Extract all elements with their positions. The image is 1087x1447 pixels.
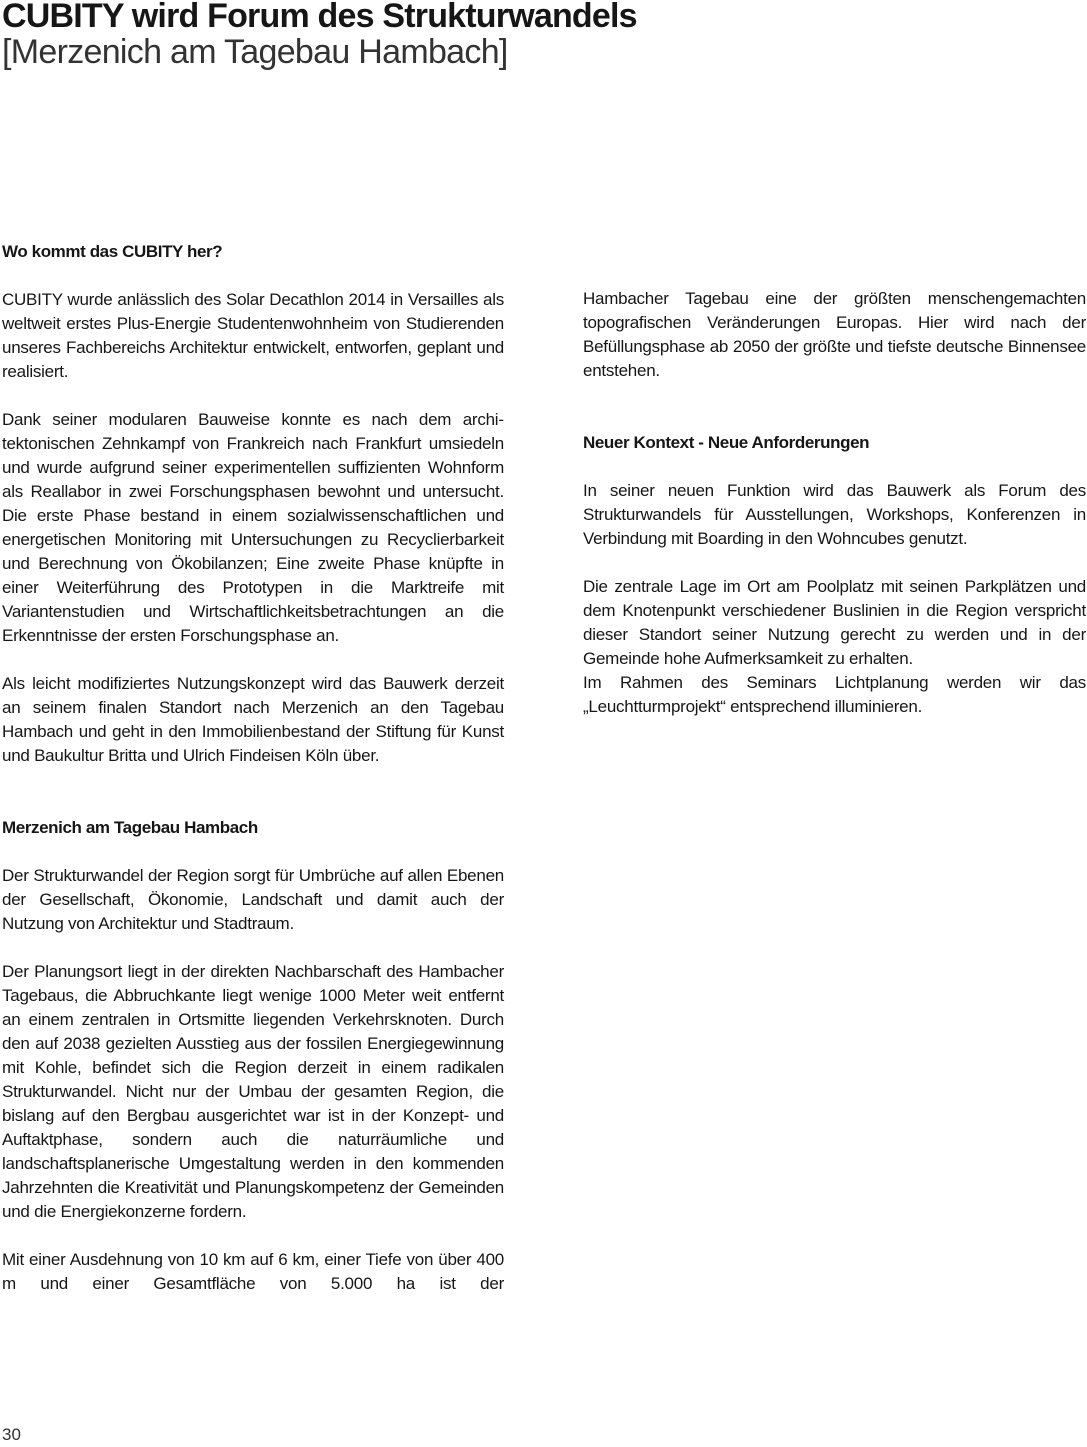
- section-heading-new-context: Neuer Kontext - Neue Anforderungen: [583, 433, 870, 452]
- paragraph-central-location: Die zentrale Lage im Ort am Poolplatz mit seinen Parkplätzen und dem Knotenpunkt verschiedener Buslinien in die Region verspricht dieser Standort seiner Nutzung gerecht zu werden und in der Gemeinde hohe Aufmerksamkeit zu erhalten.: [583, 577, 1086, 668]
- paragraph-lighting-seminar: Im Rahmen des Seminars Lichtplanung werden wir das „Leuchtturmprojekt“ entsprechend illuminieren.: [583, 673, 1086, 716]
- paragraph-origin-intro: CUBITY wurde anlässlich des Solar Decathlon 2014 in Versailles als weltweit erstes Plus-Energie Studentenwohnheim von Studierenden unseres Fachbereichs Architektur entwickelt, entworfen, geplant und realisiert.: [2, 290, 504, 381]
- page-title: CUBITY wird Forum des Strukturwandels: [2, 0, 637, 35]
- paragraph-structural-change: Der Strukturwandel der Region sorgt für Umbrüche auf allen Ebenen der Gesellschaft, Ökonomie, Landschaft und damit auch der Nutzung von Architektur und Stadtraum.: [2, 866, 504, 933]
- paragraph-research-phases: Dank seiner modularen Bauweise konnte es nach dem architektonischen Zehnkampf von Frankreich nach Frankfurt umsiedeln und wurde aufgrund seiner experimentellen suffizienten Wohnform als Reallabor in zwei Forschungsphasen bewohnt und untersucht. Die erste Phase bestand in einem sozialwissenschaftlichen und energetischen Monitoring mit Untersuchungen zu Recyclierbarkeit und Berechnung von Ökobilanzen; Eine zweite Phase knüpfte in einer Weiterführung des Prototypen in die Marktreife mit Variantenstudien und Wirtschaftlichkeitsbetrachtungen an die Erkenntnisse der ersten Forschungsphase an.: [2, 410, 504, 645]
- paragraph-new-location: Als leicht modifiziertes Nutzungskonzept wird das Bauwerk derzeit an seinem finalen Standort nach Merzenich an den Tagebau Hambach und geht in den Immobilienbestand der Stiftung für Kunst und Baukultur Britta und Ulrich Findeisen Köln über.: [2, 674, 504, 765]
- paragraph-mine-dimensions: Mit einer Ausdehnung von 10 km auf 6 km, einer Tiefe von über 400 m und einer Gesamtfläche von 5.000 ha ist der: [2, 1250, 504, 1293]
- paragraph-new-function: In seiner neuen Funktion wird das Bauwerk als Forum des Strukturwandels für Ausstellungen, Workshops, Konferenzen in Verbindung mit Boarding in den Wohncubes genutzt.: [583, 481, 1086, 548]
- paragraph-mine-lake: Hambacher Tagebau eine der größten menschengemachten topografischen Veränderungen Europas. Hier wird nach der Befüllungsphase ab 2050 der größte und tiefste deutsche Binnensee entstehen.: [583, 289, 1086, 380]
- paragraph-planning-site: Der Planungsort liegt in der direkten Nachbarschaft des Hambacher Tagebaus, die Abbruchkante liegt wenige 1000 Meter weit entfernt an einem zentralen in Ortsmitte liegenden Verkehrsknoten. Durch den auf 2038 gezielten Ausstieg aus der fossilen Energiegewinnung mit Kohle, befindet sich die Region derzeit in einem radikalen Strukturwandel. Nicht nur der Umbau der gesamten Region, die bislang auf den Bergbau ausgerichtet war ist in der Konzept- und Auftaktphase, sondern auch die naturräumliche und landschaftsplanerische Umgestaltung werden in den kommenden Jahrzehnten die Kreativität und Planungskompetenz der Gemeinden und die Energiekonzerne fordern.: [2, 962, 504, 1221]
- left-column: [2, 240, 504, 1296]
- page-subtitle: [Merzenich am Tagebau Hambach]: [2, 33, 508, 71]
- page-number: 30: [2, 1425, 21, 1444]
- section-heading-origin: Wo kommt das CUBITY her?: [2, 242, 223, 261]
- section-heading-merzenich: Merzenich am Tagebau Hambach: [2, 818, 258, 837]
- right-column: [583, 287, 1086, 719]
